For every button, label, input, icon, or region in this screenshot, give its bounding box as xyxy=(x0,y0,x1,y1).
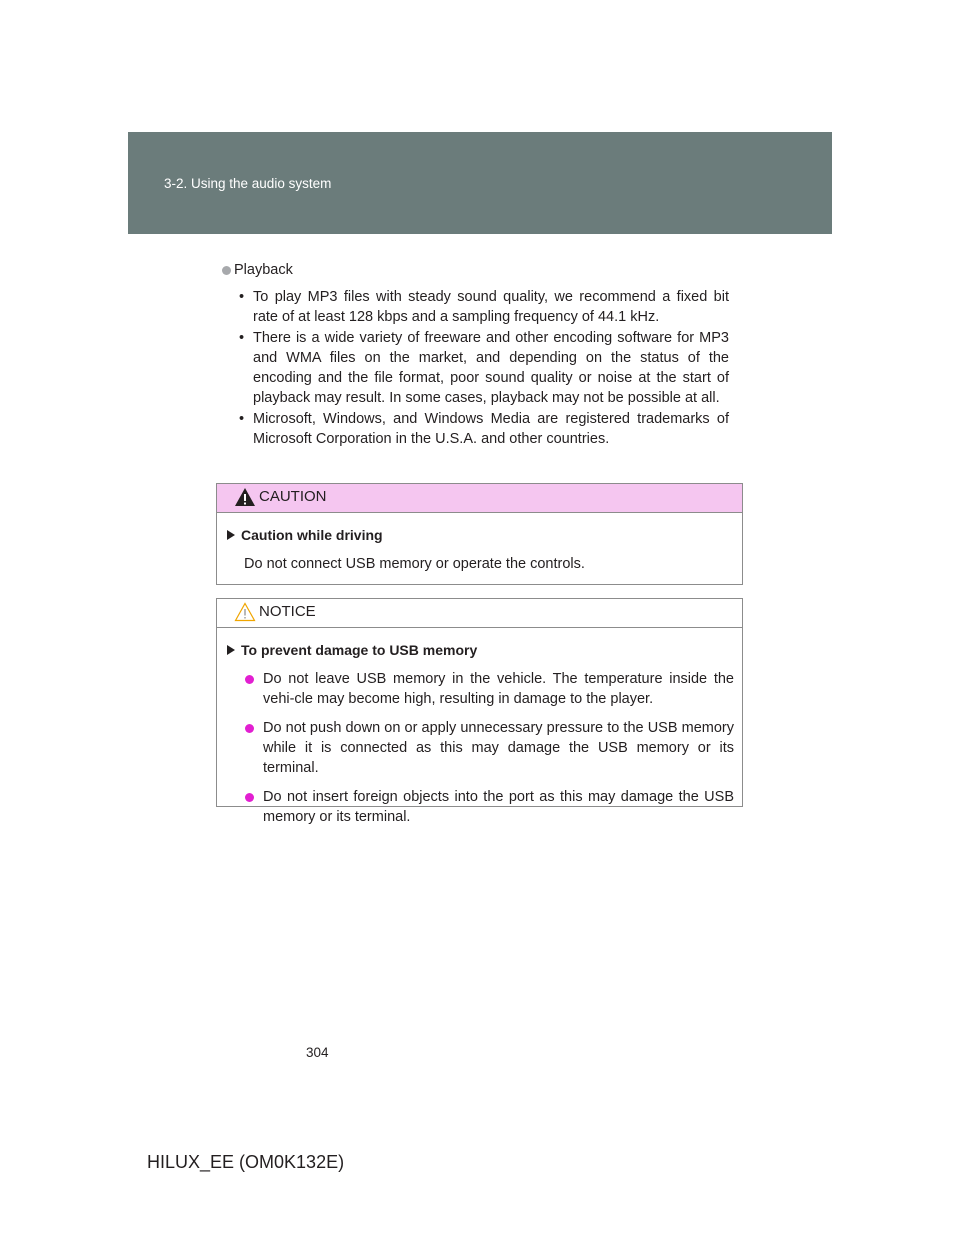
list-item-text: There is a wide variety of freeware and other encoding software for MP3 and WMA files on the market, and depending on the status of the encoding and the file format, poor sound quality or noise at the start of playback may result. In some cases, playback may not be possible at all. xyxy=(253,330,729,406)
header-band xyxy=(128,132,832,234)
warning-outline-icon xyxy=(234,602,256,622)
list-item-text: Do not insert foreign objects into the port as this may damage the USB memory or its terminal. xyxy=(263,789,734,825)
list-item xyxy=(215,409,743,449)
magenta-bullet-icon xyxy=(245,793,254,802)
notice-header xyxy=(217,599,742,628)
notice-list xyxy=(225,669,734,827)
bullet-mark: • xyxy=(239,289,245,305)
caution-heading xyxy=(225,525,734,545)
caution-box xyxy=(216,483,743,585)
section-title: 3-2. Using the audio system xyxy=(164,176,332,191)
bullet-mark: • xyxy=(239,330,245,346)
document-code: HILUX_EE (OM0K132E) xyxy=(147,1152,345,1172)
playback-list xyxy=(215,287,743,449)
caution-label: CAUTION xyxy=(259,488,327,505)
magenta-bullet-icon xyxy=(245,675,254,684)
playback-section xyxy=(215,260,743,450)
list-item xyxy=(225,787,734,827)
list-item xyxy=(225,669,734,709)
list-item-text: Do not push down on or apply unnecessary pressure to the USB memory while it is connected as this may damage the USB memory or its terminal. xyxy=(263,720,734,776)
caution-body xyxy=(217,513,742,574)
caution-heading-text: Caution while driving xyxy=(241,527,383,543)
playback-heading xyxy=(215,260,743,280)
notice-heading-text: To prevent damage to USB memory xyxy=(241,642,478,658)
notice-box xyxy=(216,598,743,825)
triangle-bullet-icon xyxy=(227,530,235,540)
list-item-text: Do not leave USB memory in the vehicle. The temperature inside the vehi-cle may become high, resulting in damage to the player. xyxy=(263,671,734,707)
list-item-text: Microsoft, Windows, and Windows Media are registered trademarks of Microsoft Corporation in the U.S.A. and other countries. xyxy=(253,411,729,447)
list-item xyxy=(215,328,743,408)
caution-header xyxy=(217,484,742,513)
notice-label: NOTICE xyxy=(259,603,316,620)
warning-filled-icon xyxy=(234,487,256,507)
list-item-text: To play MP3 files with steady sound quality, we recommend a fixed bit rate of at least 128 kbps and a sampling frequency of 44.1 kHz. xyxy=(253,289,729,325)
triangle-bullet-icon xyxy=(227,645,235,655)
caution-text: Do not connect USB memory or operate the controls. xyxy=(244,556,585,572)
magenta-bullet-icon xyxy=(245,724,254,733)
gray-bullet-icon xyxy=(222,266,231,275)
page-number: 304 xyxy=(306,1045,329,1060)
list-item xyxy=(215,287,743,327)
notice-heading xyxy=(225,640,734,660)
notice-body xyxy=(217,628,742,827)
list-item xyxy=(225,718,734,778)
bullet-mark: • xyxy=(239,411,245,427)
playback-heading-text: Playback xyxy=(234,262,293,278)
